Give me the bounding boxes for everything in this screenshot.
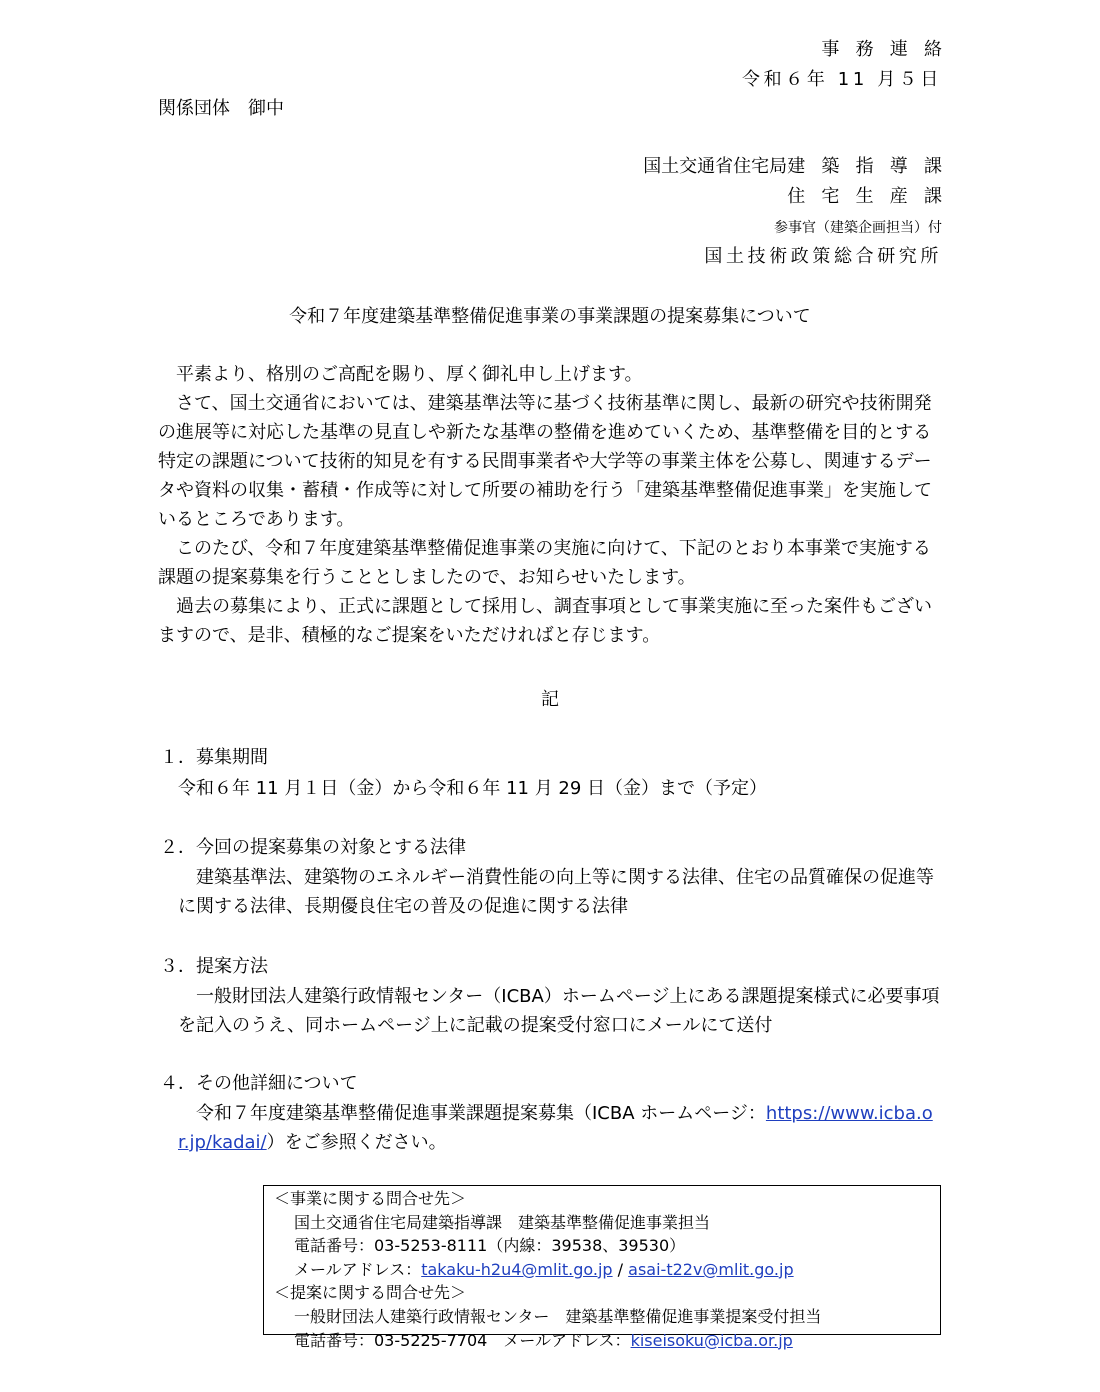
issue-date: 令和６年 11 月５日 <box>742 69 942 90</box>
proposal-contact-heading: ＜提案に関する問合せ先＞ <box>274 1283 467 1303</box>
document-title: 令和７年度建築基準整備促進事業の事業課題の提案募集について <box>289 306 811 327</box>
ki-marker: 記 <box>541 689 559 710</box>
business-mail-label: メールアドレス： <box>294 1259 422 1279</box>
icba-kadai-link[interactable]: https://www.icba.or.jp/kadai/ <box>178 1103 933 1153</box>
addressee: 関係団体 御中 <box>158 98 284 119</box>
section-1-body: 令和６年 11 月１日（金）から令和６年 11 月 29 日（金）まで（予定） <box>178 778 768 799</box>
section-4-body-prefix: 令和７年度建築基準整備促進事業課題提案募集（ICBA ホームページ： <box>196 1103 766 1124</box>
proposal-mail-link[interactable]: kiseisoku@icba.or.jp <box>630 1330 793 1350</box>
proposal-contact-org: 一般財団法人建築行政情報センター 建築基準整備促進事業提案受付担当 <box>294 1306 822 1326</box>
business-contact-org: 国土交通省住宅局建築指導課 建築基準整備促進事業担当 <box>294 1212 711 1232</box>
proposal-contact-tel-mail <box>274 1329 940 1353</box>
body-paragraph: 平素より、格別のご高配を賜り、厚く御礼申し上げます。 <box>176 364 643 385</box>
body-paragraph: さて、国土交通省においては、建築基準法等に基づく技術基準に関し、最新の研究や技術開発の進展等に対応した基準の見直しや新たな基準の整備を進めていくため、基準整備を目的とする特定の課題について技術的知見を有する民間事業者や大学等の事業主体を公募し、関連するデータや資料の収集・蓄積・作成等に対して所要の補助を行う「建築基準整備促進事業」を実施しているところであります。 <box>158 393 932 530</box>
document-type: 事務連絡 <box>821 39 959 60</box>
sender-line-4: 国土技術政策総合研究所 <box>704 246 942 267</box>
business-mail-separator: / <box>612 1259 629 1279</box>
section-4-body-suffix: ）をご参照ください。 <box>266 1132 447 1153</box>
business-contact-tel: 電話番号：03-5253-8111（内線：39538、39530） <box>294 1236 686 1256</box>
sender-line-2: 住宅生産課 <box>787 186 959 207</box>
section-2-body: 建築基準法、建築物のエネルギー消費性能の向上等に関する法律、住宅の品質確保の促進等に関する法律、長期優良住宅の普及の促進に関する法律 <box>178 867 934 917</box>
proposal-tel: 電話番号：03-5225-7704 <box>294 1330 504 1350</box>
business-contact-heading: ＜事業に関する問合せ先＞ <box>274 1189 467 1208</box>
sender-line-3: 参事官（建築企画担当）付 <box>774 220 942 236</box>
section-1-heading: １．募集期間 <box>160 747 268 768</box>
section-4-heading: ４．その他詳細について <box>160 1073 358 1094</box>
contact-box <box>263 1185 941 1350</box>
sender-line-1 <box>643 155 959 179</box>
sender-division: 建築指導課 <box>787 156 959 177</box>
business-mail-link-2[interactable]: asai-t22v@mlit.go.jp <box>628 1259 794 1279</box>
proposal-mail-label: メールアドレス： <box>503 1330 631 1350</box>
business-mail-link-1[interactable]: takaku-h2u4@mlit.go.jp <box>421 1259 613 1279</box>
body-text <box>158 360 944 650</box>
sender-bureau: 国土交通省住宅局 <box>643 156 788 177</box>
business-contact-mail <box>274 1258 940 1282</box>
section-3-heading: ３．提案方法 <box>160 956 268 977</box>
section-4-body <box>178 1099 944 1157</box>
body-paragraph: このたび、令和７年度建築基準整備促進事業の実施に向けて、下記のとおり本事業で実施する課題の提案募集を行うこととしましたので、お知らせいたします。 <box>158 538 931 588</box>
body-paragraph: 過去の募集により、正式に課題として採用し、調査事項として事業実施に至った案件もございますので、是非、積極的なご提案をいただければと存じます。 <box>158 596 932 646</box>
section-2-heading: ２．今回の提案募集の対象とする法律 <box>160 837 466 858</box>
section-3-body: 一般財団法人建築行政情報センター（ICBA）ホームページ上にある課題提案様式に必要事項を記入のうえ、同ホームページ上に記載の提案受付窓口にメールにて送付 <box>178 986 940 1036</box>
